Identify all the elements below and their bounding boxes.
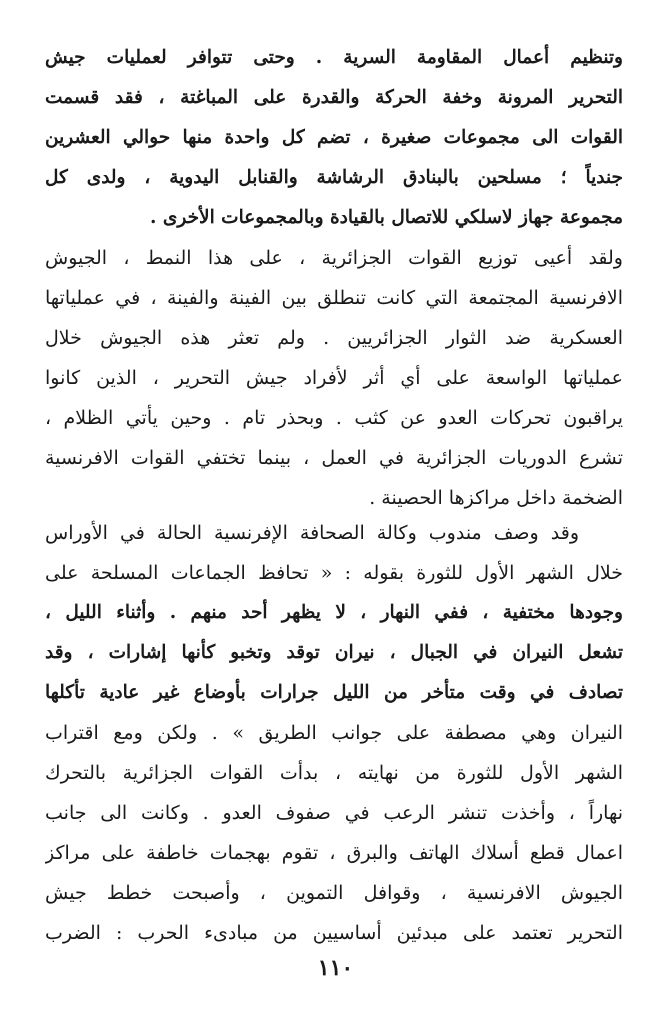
paragraph-2 [45,513,623,953]
text-line: يراقبون تحركات العدو عن كثب . وبحذر تام . وحين يأتي الظلام ، [45,407,623,429]
text-line: تصادف في وقت متأخر من الليل جرارات بأوضاع غير عادية تأكلها [45,682,623,703]
text-line: ولقد أعيى توزيع القوات الجزائرية ، على هذا النمط ، الجيوش [45,247,623,269]
text-line: مجموعة جهاز لاسلكي للاتصال بالقيادة وبالمجموعات الأخرى . [150,207,623,228]
text-line: العسكرية ضد الثوار الجزائريين . ولم تعثر هذه الجيوش خلال [45,327,623,349]
text-line: الشهر الأول للثورة من نهايته ، بدأت القوات الجزائرية بالتحرك [45,762,623,784]
text-line: اعمال قطع أسلاك الهاتف والبرق ، تقوم بهجمات خاطفة على مراكز [45,842,623,864]
text-line: نهاراً ، وأخذت تنشر الرعب في صفوف العدو . وكانت الى جانب [45,802,623,824]
text-line: الافرنسية المجتمعة التي كانت تنطلق بين الفينة والفينة ، في عملياتها [45,287,623,309]
text-line: عملياتها الواسعة على أي أثر لأفراد جيش التحرير ، الذين كانوا [45,367,623,389]
text-line: الضخمة داخل مراكزها الحصينة . [369,487,623,509]
text-line: التحرير المرونة وخفة الحركة والقدرة على المباغتة ، فقد قسمت [45,87,623,108]
page-number: ١١٠ [317,955,354,981]
text-line: القوات الى مجموعات صغيرة ، تضم كل واحدة منها حوالي العشرين [45,127,623,148]
text-line: جندياً ؛ مسلحين بالبنادق الرشاشة والقنابل اليدوية ، ولدى كل [45,167,623,188]
text-line: التحرير تعتمد على مبدئين أساسيين من مبادىء الحرب : الضرب [45,922,623,944]
text-line: وقد وصف مندوب وكالة الصحافة الإفرنسية الحالة في الأوراس [45,522,579,544]
text-line: النيران وهي مصطفة على جوانب الطريق » . ولكن ومع اقتراب [45,722,623,744]
text-line: الجيوش الافرنسية ، وقوافل التموين ، وأصبحت خطط جيش [45,882,623,904]
text-line: وجودها مختفية ، ففي النهار ، لا يظهر أحد منهم . وأثناء الليل ، [45,602,623,623]
paragraph-1 [45,38,623,518]
text-line: تشرع الدوريات الجزائرية في العمل ، بينما تختفي القوات الافرنسية [45,447,623,469]
text-line: خلال الشهر الأول للثورة بقوله : « تحافظ الجماعات المسلحة على [45,562,623,584]
text-line: تشعل النيران في الجبال ، نيران توقد وتخبو كأنها إشارات ، وقد [45,642,623,663]
text-line: وتنظيم أعمال المقاومة السرية . وحتى تتوافر لعمليات جيش [45,47,623,68]
